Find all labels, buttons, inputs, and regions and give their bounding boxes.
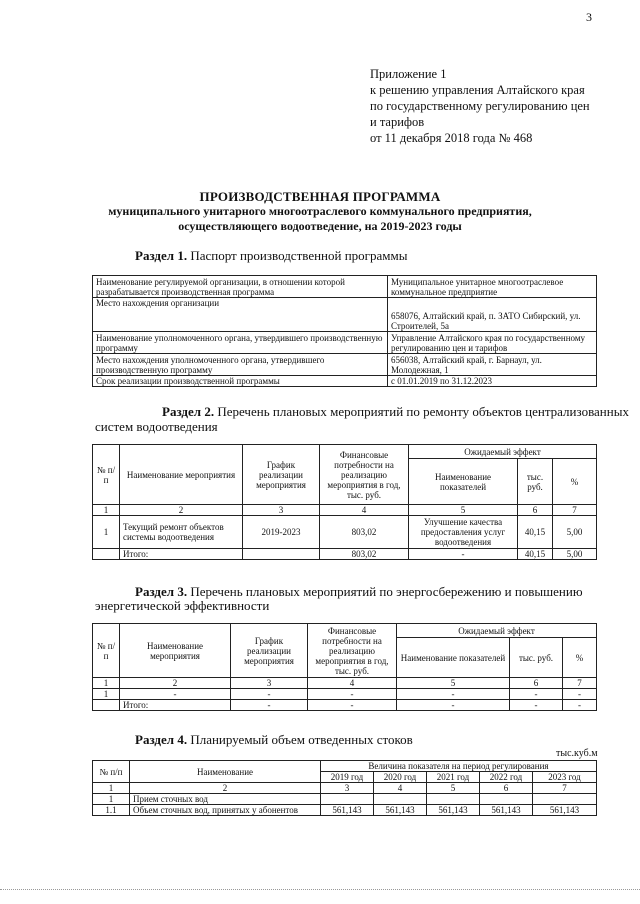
table-row [93, 689, 597, 700]
col-header: тыс. руб. [518, 459, 553, 505]
col-number: 7 [553, 505, 597, 516]
col-number: 3 [321, 783, 374, 794]
cell-value [480, 794, 533, 805]
passport-table [92, 275, 597, 387]
appendix-line: по государственному регулированию цен [370, 99, 590, 113]
cell-name: Текущий ремонт объектов системы водоотведения [120, 516, 243, 549]
energy-table [92, 623, 597, 711]
col-header: Финансовые потребности на реализацию мероприятия в год, тыс. руб. [308, 624, 397, 678]
section-title: Перечень плановых мероприятий по ремонту объектов централизованных [214, 404, 629, 419]
section-title: Планируемый объем отведенных стоков [187, 732, 413, 747]
col-number: 1 [93, 783, 130, 794]
total-label: Итого: [120, 549, 243, 560]
col-header: % [553, 459, 597, 505]
section-title: Паспорт производственной программы [187, 248, 408, 263]
section-title: Перечень плановых мероприятий по энергосбережению и повышению [187, 584, 583, 599]
cell-finance: - [308, 689, 397, 700]
table-row [93, 794, 597, 805]
cell-value [427, 794, 480, 805]
cell-value [374, 794, 427, 805]
section3-heading-cont: энергетической эффективности [95, 598, 270, 613]
cell-indicator: Улучшение качества предоставления услуг водоотведения [409, 516, 518, 549]
cell-name: - [120, 689, 231, 700]
cell-name: Прием сточных вод [130, 794, 321, 805]
col-header: Наименование показателей [397, 638, 510, 678]
col-header: Величина показателя на период регулирования [321, 761, 597, 772]
col-number: 6 [480, 783, 533, 794]
program-title: ПРОИЗВОДСТВЕННАЯ ПРОГРАММА [199, 189, 441, 204]
passport-label: Срок реализации производственной программы [93, 376, 388, 387]
cell-indicator: - [397, 689, 510, 700]
cell-schedule: - [231, 700, 308, 711]
cell-num: 1 [93, 794, 130, 805]
cell-indicator: - [409, 549, 518, 560]
cell-finance: - [308, 700, 397, 711]
year-header: 2021 год [427, 772, 480, 783]
cell-pct: 5,00 [553, 549, 597, 560]
cell-thous: 40,15 [518, 549, 553, 560]
table-row [93, 805, 597, 816]
total-label: Итого: [120, 700, 231, 711]
cell-pct: - [563, 700, 597, 711]
table-row [93, 516, 597, 549]
col-number: 7 [563, 678, 597, 689]
col-number: 4 [308, 678, 397, 689]
year-header: 2023 год [533, 772, 597, 783]
col-number: 5 [409, 505, 518, 516]
program-subtitle: осуществляющего водоотведение, на 2019-2023 годы [178, 219, 462, 233]
col-number: 5 [427, 783, 480, 794]
cell-finance: 803,02 [320, 549, 409, 560]
col-number: 4 [374, 783, 427, 794]
passport-value: Управление Алтайского края по государственному регулированию цен и тарифов [388, 332, 597, 354]
year-header: 2022 год [480, 772, 533, 783]
passport-label: Наименование регулируемой организации, в отношении которой разрабатывается производственная программа [93, 276, 388, 298]
col-header: График реализации мероприятия [243, 445, 320, 505]
year-header: 2019 год [321, 772, 374, 783]
col-header: Наименование показателей [409, 459, 518, 505]
cell-value: 561,143 [427, 805, 480, 816]
col-header: Ожидаемый эффект [409, 445, 597, 459]
col-number: 1 [93, 678, 120, 689]
cell-finance: 803,02 [320, 516, 409, 549]
passport-value: Муниципальное унитарное многоотраслевое коммунальное предприятие [388, 276, 597, 298]
col-number: 4 [320, 505, 409, 516]
col-number: 1 [93, 505, 120, 516]
col-header: Ожидаемый эффект [397, 624, 597, 638]
cell-value [533, 794, 597, 805]
appendix-line: и тарифов [370, 115, 425, 129]
col-number: 5 [397, 678, 510, 689]
passport-label: Место нахождения уполномоченного органа, утвердившего производственную программу [93, 354, 388, 376]
year-header: 2020 год [374, 772, 427, 783]
col-number: 6 [518, 505, 553, 516]
cell-value: 561,143 [321, 805, 374, 816]
col-header: % [563, 638, 597, 678]
section-number: Раздел 4. [135, 732, 188, 747]
cell-value: 561,143 [374, 805, 427, 816]
cell-thous: - [510, 689, 563, 700]
section-number: Раздел 1. [135, 248, 188, 263]
units-label: тыс.куб.м [556, 748, 598, 759]
cell-thous: 40,15 [518, 516, 553, 549]
col-number: 7 [533, 783, 597, 794]
cell-num: 1.1 [93, 805, 130, 816]
col-number: 2 [120, 505, 243, 516]
col-number: 6 [510, 678, 563, 689]
col-number: 2 [120, 678, 231, 689]
cell-num: 1 [93, 689, 120, 700]
section-number: Раздел 2. [162, 404, 215, 419]
col-header: График реализации мероприятия [231, 624, 308, 678]
volume-table [92, 760, 597, 816]
page-number: 3 [586, 10, 592, 24]
passport-label: Наименование уполномоченного органа, утвердившего производственную программу [93, 332, 388, 354]
section2-heading [162, 404, 629, 420]
section1-heading [135, 248, 407, 264]
col-number: 3 [231, 678, 308, 689]
col-header: Финансовые потребности на реализацию мероприятия в год, тыс. руб. [320, 445, 409, 505]
cell-value: 561,143 [533, 805, 597, 816]
cell-num: 1 [93, 516, 120, 549]
cell-schedule: 2019-2023 [243, 516, 320, 549]
appendix-line: к решению управления Алтайского края [370, 83, 585, 97]
col-header: № п/п [93, 445, 120, 505]
col-header: № п/п [93, 624, 120, 678]
section-number: Раздел 3. [135, 584, 188, 599]
passport-label: Место нахождения организации [93, 298, 388, 332]
appendix-block [370, 66, 590, 146]
col-header: Наименование мероприятия [120, 624, 231, 678]
cell-value: 561,143 [480, 805, 533, 816]
cell-name: Объем сточных вод, принятых у абонентов [130, 805, 321, 816]
passport-value: с 01.01.2019 по 31.12.2023 [388, 376, 597, 387]
cell-pct: 5,00 [553, 516, 597, 549]
col-header: тыс. руб. [510, 638, 563, 678]
appendix-line: Приложение 1 [370, 67, 447, 81]
section4-heading [135, 732, 413, 748]
cell-pct: - [563, 689, 597, 700]
col-number: 2 [130, 783, 321, 794]
program-subtitle: муниципального унитарного многоотраслевого коммунального предприятия, [108, 204, 532, 218]
col-header: Наименование мероприятия [120, 445, 243, 505]
cell-indicator: - [397, 700, 510, 711]
passport-value: 658076, Алтайский край, п. ЗАТО Сибирский, ул. Строителей, 5а [388, 298, 597, 332]
total-row [93, 700, 597, 711]
total-row [93, 549, 597, 560]
cell-schedule: - [231, 689, 308, 700]
cell-value [321, 794, 374, 805]
section2-heading-cont: систем водоотведения [95, 419, 218, 434]
col-number: 3 [243, 505, 320, 516]
col-header: Наименование [130, 761, 321, 783]
appendix-line: от 11 декабря 2018 года № 468 [370, 131, 533, 145]
col-header: № п/п [93, 761, 130, 783]
repair-table [92, 444, 597, 560]
page-bottom-divider [0, 889, 640, 890]
passport-value: 656038, Алтайский край, г. Барнаул, ул. Молодежная, 1 [388, 354, 597, 376]
cell-thous: - [510, 700, 563, 711]
